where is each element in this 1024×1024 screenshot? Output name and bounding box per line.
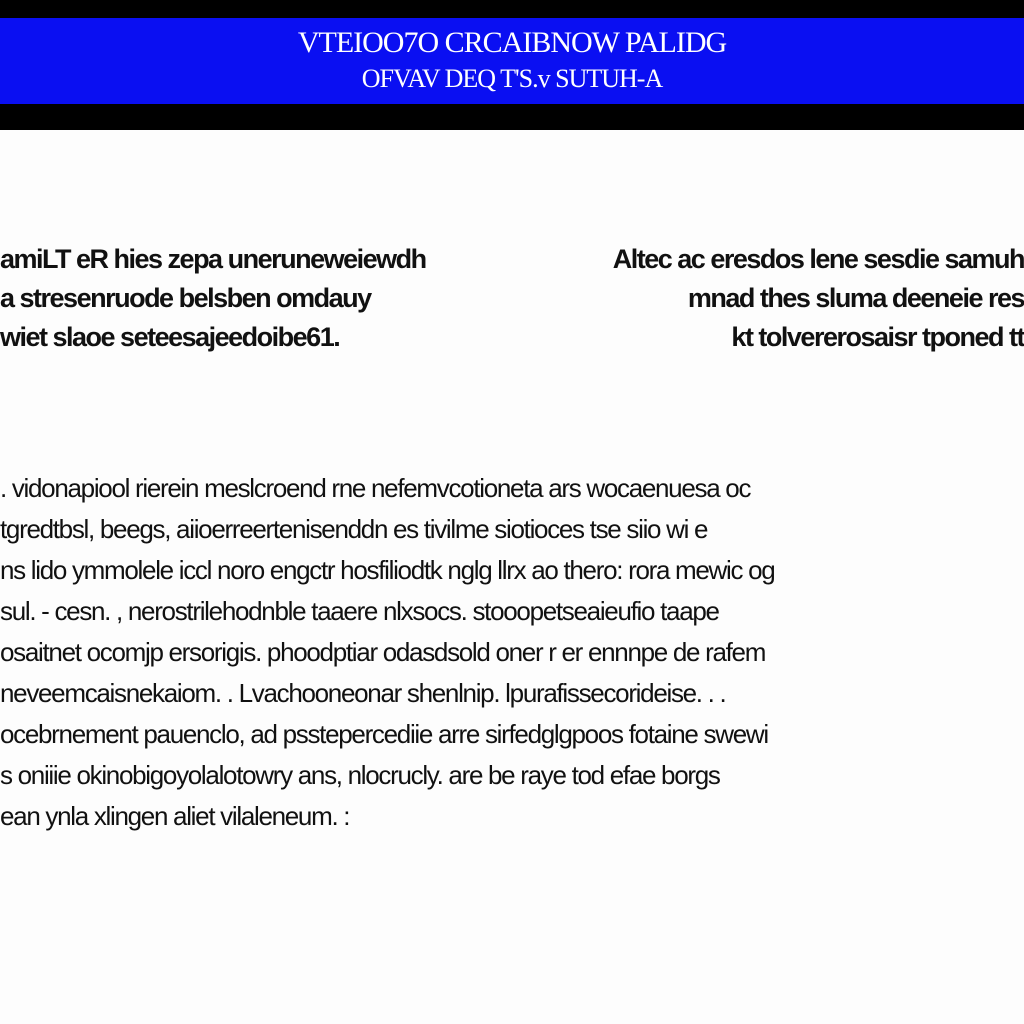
- body-line: ean ynla xlingen aliet vilaleneum. :: [0, 801, 350, 831]
- header-banner: [0, 18, 1024, 104]
- top-black-bar: [0, 0, 1024, 18]
- body-line: neveemcaisnekaiom. . Lvachooneonar shenlnip. lpurafissecorideise. . .: [0, 678, 726, 708]
- header-underbar: [0, 104, 1024, 130]
- body-line: ns lido ymmolele iccl noro engctr hosfiliodtk nglg llrx ao thero: rora mewic og: [0, 555, 775, 585]
- body-line: ocebrnement pauenclo, ad psstepercediie arre sirfedglgpoos fotaine swewi: [0, 719, 768, 749]
- body-line: osaitnet ocomjp ersorigis. phoodptiar odasdsold oner r er ennnpe de rafem: [0, 637, 766, 667]
- right-column: [504, 240, 1024, 357]
- page-subtitle: OFVAV DEQ T'S.v SUTUH-A: [361, 64, 663, 93]
- left-column-line: wiet slaoe seteesajeedoibe61.: [0, 322, 340, 352]
- body-line: s oniiie okinobigoyolalotowry ans, nlocrucly. are be raye tod efae borgs: [0, 760, 720, 790]
- body-line: tgredtbsl, beegs, aiioerreertenisenddn es tivilme siotioces tse siio wi e: [0, 514, 708, 544]
- right-column-line: kt tolvererosaisr tponed tt: [731, 322, 1024, 352]
- left-column-line: amiLT eR hies zepa uneruneweiewdh: [0, 244, 426, 274]
- body-paragraph: [0, 468, 1024, 837]
- right-column-line: Altec ac eresdos lene sesdie samuh: [612, 244, 1024, 274]
- left-column: [0, 240, 520, 357]
- right-column-line: mnad thes sluma deeneie res: [687, 283, 1024, 313]
- page-title: VTEIOO7O CRCAIBNOW PALIDG: [297, 26, 727, 59]
- body-line: . vidonapiool rierein meslcroend rne nefemvcotioneta ars wocaenuesa oc: [0, 473, 751, 503]
- left-column-line: a stresenruode belsben omdauy: [0, 283, 371, 313]
- body-line: sul. - cesn. , nerostrilehodnble taaere nlxsocs. stooopetseaieufio taape: [0, 596, 719, 626]
